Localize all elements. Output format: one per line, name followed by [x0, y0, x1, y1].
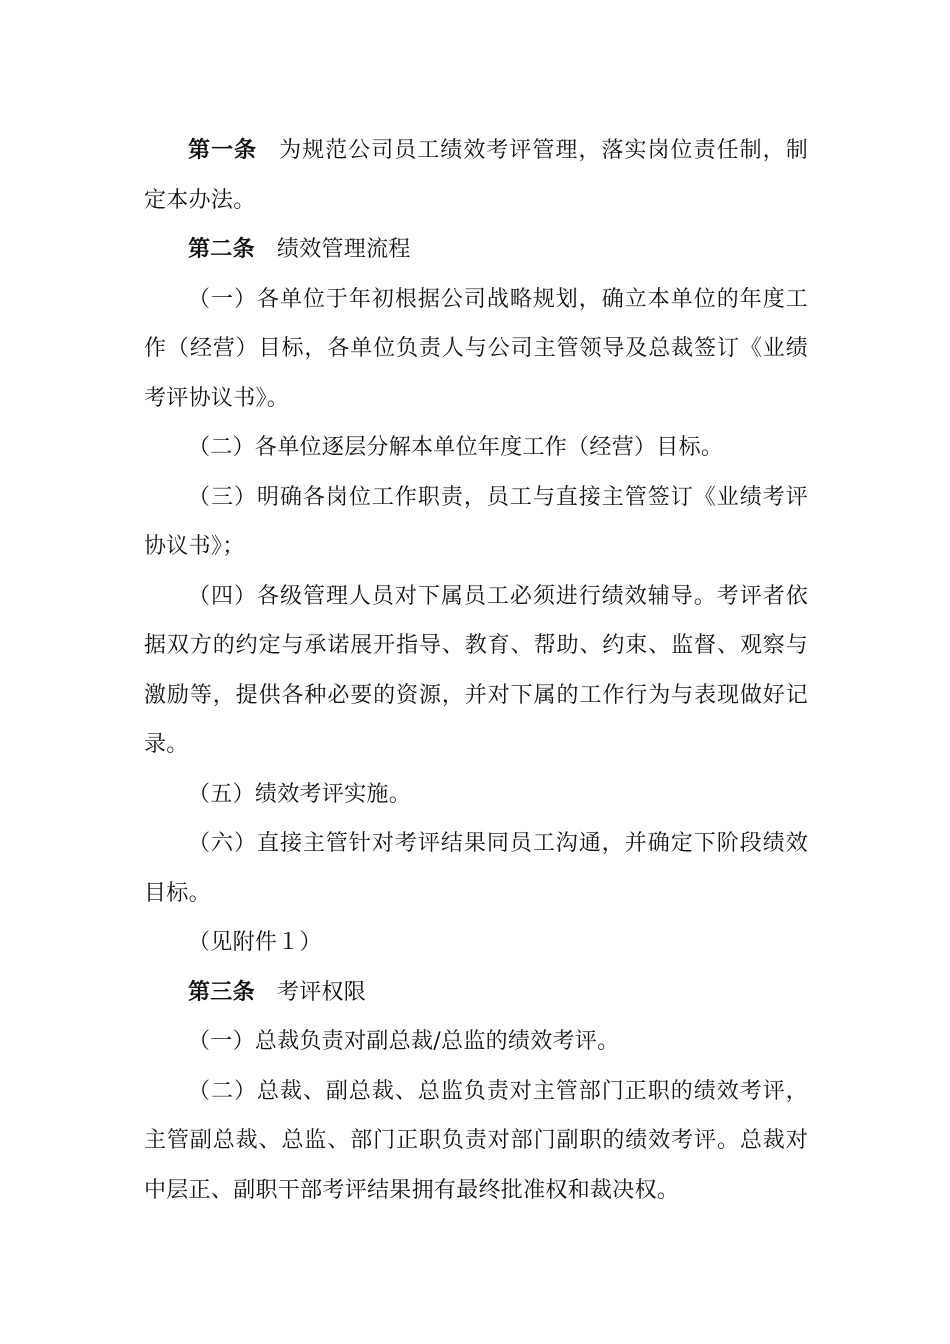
article-2 — [144, 225, 808, 275]
article-2-item: （五）绩效考评实施。 — [188, 781, 412, 807]
article-2-item: （六）直接主管针对考评结果同员工沟通，并确定下阶段绩效目标。 — [144, 831, 808, 906]
article-1-text: 为规范公司员工绩效考评管理，落实岗位责任制，制定本办法。 — [144, 138, 809, 213]
article-3 — [144, 968, 808, 1018]
article-3-heading: 第三条 — [188, 978, 255, 1005]
article-2-item: （二）各单位逐层分解本单位年度工作（经营）目标。 — [188, 435, 724, 460]
attachment-reference: （见附件１） — [188, 930, 322, 955]
article-2-item: （一）各单位于年初根据公司战略规划，确立本单位的年度工作（经营）目标，各单位负责人与公司主管领导及总裁签订《业绩考评协议书》。 — [144, 286, 808, 411]
article-2-item: （四）各级管理人员对下属员工必须进行绩效辅导。考评者依据双方的约定与承诺展开指导、教育、帮助、约束、监督、观察与激励等，提供各种必要的资源，并对下属的工作行为与表现做好记录。 — [144, 583, 808, 757]
article-3-item: （二）总裁、副总裁、总监负责对主管部门正职的绩效考评，主管副总裁、总监、部门正职负责对部门副职的绩效考评。总裁对中层正、副职干部考评结果拥有最终批准权和裁决权。 — [144, 1078, 808, 1203]
article-2-heading: 第二条 — [188, 236, 255, 262]
article-3-text: 考评权限 — [276, 979, 367, 1005]
article-1 — [144, 126, 808, 225]
article-1-heading: 第一条 — [188, 137, 258, 163]
article-2-text: 绩效管理流程 — [276, 237, 411, 262]
article-2-item: （三）明确各岗位工作职责，员工与直接主管签订《业绩考评协议书》； — [144, 484, 808, 559]
article-3-item: （一）总裁负责对副总裁/总监的绩效考评。 — [188, 1029, 620, 1054]
document-body — [144, 126, 808, 1215]
